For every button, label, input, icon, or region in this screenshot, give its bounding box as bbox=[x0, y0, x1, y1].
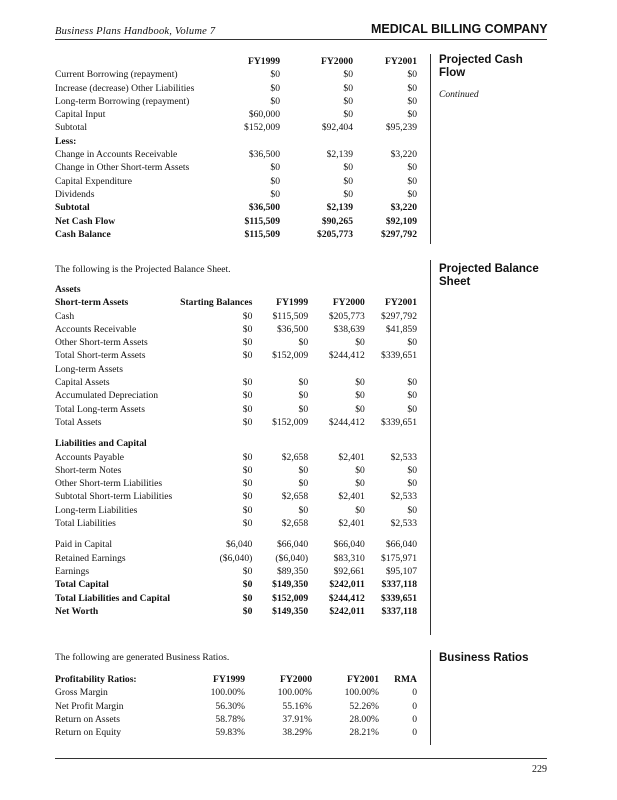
row-value: $0 bbox=[355, 478, 365, 490]
row-value: $92,661 bbox=[333, 565, 365, 577]
row-label: Earnings bbox=[55, 565, 90, 577]
row-value: $0 bbox=[407, 69, 417, 81]
table-row bbox=[55, 578, 417, 591]
row-label: Total Assets bbox=[55, 416, 102, 428]
table-row bbox=[55, 323, 417, 336]
row-label: Increase (decrease) Other Liabilities bbox=[55, 82, 195, 94]
row-value: 0 bbox=[412, 687, 417, 699]
row-label: Gross Margin bbox=[55, 687, 108, 699]
table-row bbox=[55, 336, 417, 349]
row-value: $0 bbox=[407, 109, 417, 121]
row-value: $152,009 bbox=[272, 416, 309, 428]
row-value: $0 bbox=[407, 175, 417, 187]
row-value: 0 bbox=[412, 713, 417, 725]
row-label: Less: bbox=[55, 135, 77, 147]
table-row bbox=[55, 686, 417, 699]
row-value: $2,533 bbox=[390, 491, 417, 503]
row-value: $297,792 bbox=[381, 228, 417, 240]
row-value: $3,220 bbox=[390, 202, 417, 214]
row-label: Retained Earnings bbox=[55, 552, 126, 564]
row-value: 52.26% bbox=[349, 700, 379, 712]
row-value: 58.78% bbox=[215, 713, 245, 725]
row-value: $0 bbox=[343, 95, 353, 107]
cash-flow-table bbox=[55, 55, 417, 241]
row-value: $115,509 bbox=[244, 215, 280, 227]
row-value: 28.21% bbox=[349, 727, 379, 739]
row-value: $2,401 bbox=[338, 518, 365, 530]
table-row bbox=[55, 477, 417, 490]
table-row bbox=[55, 201, 417, 214]
row-value: $92,109 bbox=[385, 215, 417, 227]
row-value: $0 bbox=[407, 337, 417, 349]
row-value: $339,651 bbox=[381, 416, 417, 428]
table-row bbox=[55, 82, 417, 95]
row-value: $0 bbox=[242, 310, 253, 322]
row-value: $244,412 bbox=[328, 592, 365, 604]
table-row bbox=[55, 161, 417, 174]
row-label: Change in Other Short-term Assets bbox=[55, 162, 190, 174]
row-value: 100.00% bbox=[277, 687, 312, 699]
row-value: $152,009 bbox=[272, 350, 309, 362]
row-value: 56.30% bbox=[215, 700, 245, 712]
ratios-col-header: FY2000 bbox=[280, 674, 312, 685]
liabilities-heading-row bbox=[55, 437, 417, 450]
row-label: Other Short-term Assets bbox=[55, 337, 148, 349]
row-value: $83,310 bbox=[333, 552, 365, 564]
row-value: $152,009 bbox=[244, 122, 280, 134]
balance-sheet-col-header: FY1999 bbox=[276, 297, 309, 309]
continued-note: Continued bbox=[439, 90, 479, 100]
table-row bbox=[55, 726, 417, 739]
table-row bbox=[55, 228, 417, 241]
row-value: 0 bbox=[412, 727, 417, 739]
row-value: $0 bbox=[242, 377, 253, 389]
table-row bbox=[55, 389, 417, 402]
assets-heading-row bbox=[55, 283, 417, 296]
row-value bbox=[365, 363, 417, 376]
row-value: $0 bbox=[270, 82, 280, 94]
table-row bbox=[55, 403, 417, 416]
row-value: $0 bbox=[355, 377, 365, 389]
row-value: 37.91% bbox=[282, 713, 312, 725]
balance-sheet-col-header: Short-term Assets bbox=[55, 297, 129, 309]
table-row bbox=[55, 464, 417, 477]
section-title: MEDICAL BILLING COMPANY bbox=[371, 22, 548, 36]
assets-heading: Assets bbox=[55, 284, 81, 295]
balance-sheet-side-title bbox=[439, 263, 539, 289]
row-value: $0 bbox=[343, 162, 353, 174]
table-row bbox=[55, 376, 417, 389]
balance-sheet-header-row bbox=[55, 296, 417, 309]
row-label: Long-term Borrowing (repayment) bbox=[55, 95, 190, 107]
table-row bbox=[55, 592, 417, 605]
row-label: Capital Assets bbox=[55, 377, 110, 389]
row-value: $95,239 bbox=[385, 122, 417, 134]
balance-sheet-col-header: FY2000 bbox=[332, 297, 365, 309]
row-label: Long-term Assets bbox=[55, 363, 123, 375]
row-value: $0 bbox=[407, 82, 417, 94]
table-row bbox=[55, 188, 417, 201]
row-value: $89,350 bbox=[276, 565, 309, 577]
cash-flow-side-title-line1: Projected Cash bbox=[439, 54, 523, 66]
row-value: $95,107 bbox=[385, 565, 417, 577]
table-row bbox=[55, 310, 417, 323]
row-value: $0 bbox=[242, 579, 253, 591]
ratios-col-header: RMA bbox=[394, 674, 417, 685]
table-row bbox=[55, 68, 417, 81]
divider-balance-sheet bbox=[430, 260, 431, 635]
cash-flow-side-title-line2: Flow bbox=[439, 67, 466, 79]
row-value: 55.16% bbox=[282, 700, 312, 712]
row-value: $205,773 bbox=[317, 228, 353, 240]
row-value: $115,509 bbox=[244, 228, 280, 240]
row-value: $0 bbox=[242, 416, 253, 428]
row-value: 59.83% bbox=[215, 727, 245, 739]
table-row bbox=[55, 148, 417, 161]
row-value: $90,265 bbox=[321, 215, 353, 227]
row-value: $0 bbox=[407, 478, 417, 490]
table-row bbox=[55, 215, 417, 228]
table-row bbox=[55, 121, 417, 134]
row-value: $0 bbox=[242, 605, 253, 617]
cash-flow-header-row bbox=[55, 55, 417, 68]
row-value: $66,040 bbox=[333, 539, 365, 551]
row-value bbox=[205, 135, 280, 148]
row-value: $0 bbox=[270, 175, 280, 187]
row-value: 28.00% bbox=[349, 713, 379, 725]
row-value: $115,509 bbox=[272, 310, 309, 322]
ratios-intro: The following are generated Business Ratios. bbox=[55, 652, 230, 663]
row-value: $2,401 bbox=[338, 491, 365, 503]
row-value: $0 bbox=[298, 504, 309, 516]
row-value: $244,412 bbox=[328, 416, 365, 428]
row-label: Cash bbox=[55, 310, 75, 322]
row-value: 38.29% bbox=[282, 727, 312, 739]
row-value: $2,658 bbox=[281, 451, 309, 463]
row-label: Total Capital bbox=[55, 579, 109, 591]
row-label: Paid in Capital bbox=[55, 539, 113, 551]
row-value: $2,533 bbox=[390, 518, 417, 530]
row-label: Accounts Payable bbox=[55, 451, 125, 463]
ratios-side-title: Business Ratios bbox=[439, 652, 529, 664]
table-row bbox=[55, 700, 417, 713]
balance-sheet-table bbox=[55, 283, 417, 618]
row-value: $0 bbox=[242, 565, 253, 577]
ratios-table bbox=[55, 673, 417, 739]
row-value: $0 bbox=[242, 390, 253, 402]
row-value: $36,500 bbox=[276, 323, 309, 335]
table-row bbox=[55, 605, 417, 618]
row-label: Subtotal Short-term Liabilities bbox=[55, 491, 173, 503]
row-value: $0 bbox=[270, 69, 280, 81]
row-value: $36,500 bbox=[248, 149, 280, 161]
table-row bbox=[55, 108, 417, 121]
row-label: Accounts Receivable bbox=[55, 323, 137, 335]
row-label: Current Borrowing (repayment) bbox=[55, 69, 178, 81]
row-value: $2,401 bbox=[338, 451, 365, 463]
row-label: Other Short-term Liabilities bbox=[55, 478, 163, 490]
cash-flow-header-label bbox=[55, 55, 205, 68]
row-value: $0 bbox=[270, 188, 280, 200]
row-value: $149,350 bbox=[272, 579, 309, 591]
row-value: 0 bbox=[412, 700, 417, 712]
row-label: Return on Equity bbox=[55, 727, 122, 739]
table-row bbox=[55, 349, 417, 362]
row-value: $66,040 bbox=[385, 539, 417, 551]
table-row bbox=[55, 135, 417, 148]
table-row bbox=[55, 95, 417, 108]
row-value: $2,139 bbox=[326, 202, 353, 214]
row-label: Subtotal bbox=[55, 202, 90, 214]
row-label: Return on Assets bbox=[55, 713, 121, 725]
row-value: $0 bbox=[270, 95, 280, 107]
spacer-row bbox=[55, 530, 417, 538]
row-label: Total Long-term Assets bbox=[55, 403, 145, 415]
balance-sheet-intro: The following is the Projected Balance Sheet. bbox=[55, 264, 231, 275]
row-label: Long-term Liabilities bbox=[55, 504, 138, 516]
row-value: $175,971 bbox=[381, 552, 417, 564]
row-value: $152,009 bbox=[272, 592, 309, 604]
spacer-row bbox=[55, 429, 417, 437]
row-label: Total Liabilities bbox=[55, 518, 116, 530]
row-value: $0 bbox=[407, 377, 417, 389]
balance-sheet-col-header: Starting Balances bbox=[180, 297, 253, 309]
row-value: $0 bbox=[407, 504, 417, 516]
cash-flow-col-header: FY2000 bbox=[321, 56, 353, 67]
row-value: $297,792 bbox=[381, 310, 417, 322]
row-label: Net Profit Margin bbox=[55, 700, 124, 712]
row-value: $0 bbox=[343, 188, 353, 200]
row-value: $0 bbox=[343, 69, 353, 81]
row-value: $0 bbox=[355, 464, 365, 476]
cash-flow-col-header: FY1999 bbox=[248, 56, 280, 67]
cash-flow-col-header: FY2001 bbox=[385, 56, 417, 67]
page-number: 229 bbox=[532, 764, 547, 775]
row-value: $244,412 bbox=[328, 350, 365, 362]
row-value: $0 bbox=[242, 518, 253, 530]
row-label: Subtotal bbox=[55, 122, 87, 134]
ratios-header-row bbox=[55, 673, 417, 686]
row-label: Short-term Notes bbox=[55, 464, 122, 476]
row-value: $242,011 bbox=[329, 605, 365, 617]
cash-flow-side-title bbox=[439, 54, 523, 80]
row-value: $0 bbox=[343, 175, 353, 187]
row-value: $0 bbox=[242, 451, 253, 463]
table-row bbox=[55, 565, 417, 578]
liabilities-heading: Liabilities and Capital bbox=[55, 438, 147, 450]
row-value: $0 bbox=[242, 403, 253, 415]
table-row bbox=[55, 538, 417, 551]
ratios-col-header: FY2001 bbox=[347, 674, 379, 685]
row-value: $339,651 bbox=[381, 592, 417, 604]
row-value: $0 bbox=[298, 464, 309, 476]
table-row bbox=[55, 490, 417, 503]
row-value: $0 bbox=[355, 504, 365, 516]
row-label: Capital Expenditure bbox=[55, 175, 132, 187]
table-row bbox=[55, 363, 417, 376]
row-value: $339,651 bbox=[381, 350, 417, 362]
row-value: $149,350 bbox=[272, 605, 309, 617]
table-row bbox=[55, 552, 417, 565]
row-label: Net Worth bbox=[55, 605, 99, 617]
row-value: $0 bbox=[242, 491, 253, 503]
row-value: $0 bbox=[407, 464, 417, 476]
row-value: 100.00% bbox=[344, 687, 379, 699]
ratios-col-header: Profitability Ratios: bbox=[55, 674, 137, 685]
table-row bbox=[55, 517, 417, 530]
row-label: Capital Input bbox=[55, 109, 106, 121]
row-value: $0 bbox=[298, 390, 309, 402]
footer-rule bbox=[55, 758, 547, 759]
row-value: $92,404 bbox=[321, 122, 353, 134]
row-value: $2,658 bbox=[281, 491, 309, 503]
row-value: $0 bbox=[298, 377, 309, 389]
book-title: Business Plans Handbook, Volume 7 bbox=[55, 26, 216, 37]
row-value: $2,533 bbox=[390, 451, 417, 463]
row-value: $0 bbox=[242, 478, 253, 490]
row-value: $2,658 bbox=[281, 518, 309, 530]
table-row bbox=[55, 504, 417, 517]
row-value: $337,118 bbox=[381, 579, 417, 591]
row-value: $0 bbox=[407, 390, 417, 402]
row-value: $2,139 bbox=[326, 149, 353, 161]
row-value: $60,000 bbox=[248, 109, 280, 121]
row-value: $0 bbox=[242, 337, 253, 349]
row-value: $0 bbox=[407, 403, 417, 415]
row-value: $0 bbox=[407, 162, 417, 174]
row-value bbox=[353, 135, 417, 148]
divider-ratios bbox=[430, 650, 431, 745]
row-value: $0 bbox=[355, 337, 365, 349]
table-row bbox=[55, 451, 417, 464]
row-label: Total Liabilities and Capital bbox=[55, 592, 171, 604]
balance-sheet-side-title-line2: Sheet bbox=[439, 276, 471, 288]
row-label: Accumulated Depreciation bbox=[55, 390, 159, 402]
row-value: $0 bbox=[355, 403, 365, 415]
row-label: Cash Balance bbox=[55, 228, 111, 240]
row-value: $337,118 bbox=[381, 605, 417, 617]
row-value: $0 bbox=[242, 323, 253, 335]
row-value: $0 bbox=[407, 188, 417, 200]
row-value: $0 bbox=[298, 337, 309, 349]
row-value: $242,011 bbox=[329, 579, 365, 591]
row-label: Dividends bbox=[55, 188, 95, 200]
row-value: $38,639 bbox=[333, 323, 365, 335]
row-value: $205,773 bbox=[328, 310, 365, 322]
row-value bbox=[252, 363, 308, 376]
header-rule bbox=[55, 39, 547, 40]
row-value bbox=[280, 135, 353, 148]
row-value: $66,040 bbox=[276, 539, 309, 551]
row-value: $0 bbox=[242, 592, 253, 604]
row-label: Change in Accounts Receivable bbox=[55, 149, 178, 161]
row-value: $0 bbox=[343, 82, 353, 94]
row-value: 100.00% bbox=[210, 687, 245, 699]
row-value: $0 bbox=[298, 478, 309, 490]
row-value: $0 bbox=[407, 95, 417, 107]
row-value: $0 bbox=[355, 390, 365, 402]
row-value: $0 bbox=[242, 504, 253, 516]
row-value: $3,220 bbox=[390, 149, 417, 161]
row-value: $0 bbox=[242, 464, 253, 476]
divider-cash-flow bbox=[430, 54, 431, 244]
ratios-col-header: FY1999 bbox=[213, 674, 245, 685]
row-value: ($6,040) bbox=[219, 552, 253, 564]
row-value: $41,859 bbox=[385, 323, 417, 335]
row-value bbox=[172, 363, 252, 376]
balance-sheet-side-title-line1: Projected Balance bbox=[439, 263, 539, 275]
row-value: $0 bbox=[298, 403, 309, 415]
table-row bbox=[55, 416, 417, 429]
row-value: $0 bbox=[343, 109, 353, 121]
row-label: Net Cash Flow bbox=[55, 215, 116, 227]
table-row bbox=[55, 175, 417, 188]
table-row bbox=[55, 713, 417, 726]
balance-sheet-col-header: FY2001 bbox=[385, 297, 417, 309]
row-value: $36,500 bbox=[248, 202, 280, 214]
row-value: ($6,040) bbox=[275, 552, 309, 564]
row-value: $6,040 bbox=[225, 539, 253, 551]
row-value bbox=[308, 363, 365, 376]
row-value: $0 bbox=[270, 162, 280, 174]
row-label: Total Short-term Assets bbox=[55, 350, 146, 362]
row-value: $0 bbox=[242, 350, 253, 362]
